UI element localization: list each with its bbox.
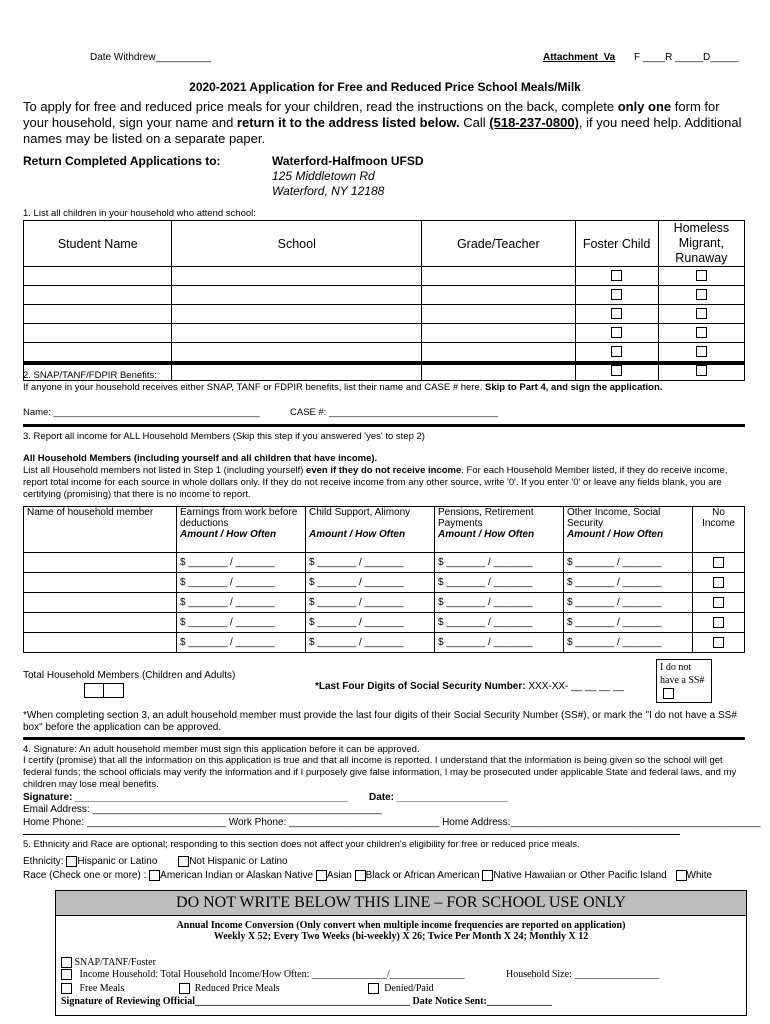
earnings-input[interactable]: $ _______ / _______	[177, 633, 306, 653]
student-name-input[interactable]	[24, 324, 172, 343]
other-income-input[interactable]: $ _______ / _______	[564, 553, 693, 573]
race-american-indian-checkbox[interactable]	[149, 870, 160, 881]
foster-checkbox[interactable]	[611, 346, 622, 357]
table-row	[24, 593, 745, 613]
table-row	[24, 613, 745, 633]
table-row	[24, 286, 745, 305]
conversion-rates: Weekly X 52; Every Two Weeks (bi-weekly) X 26; Twice Per Month X 24; Monthly X 12	[213, 931, 589, 942]
homeless-checkbox[interactable]	[696, 270, 707, 281]
return-label: Return Completed Applications to:	[23, 154, 221, 168]
free-meals-checkbox[interactable]	[61, 983, 72, 994]
foster-checkbox[interactable]	[611, 270, 622, 281]
step4-title: 4. Signature: An adult household member must sign this application before it can be approved.	[23, 744, 420, 755]
school-input[interactable]	[172, 343, 422, 362]
no-income-checkbox[interactable]	[713, 557, 724, 568]
children-table	[23, 220, 745, 381]
student-name-input[interactable]	[24, 305, 172, 324]
date-field[interactable]: Date: ____________________	[369, 792, 509, 803]
homeless-checkbox[interactable]	[696, 346, 707, 357]
other-income-input[interactable]: $ _______ / _______	[564, 613, 693, 633]
total-members-label: Total Household Members (Children and Adults)	[23, 670, 236, 681]
foster-checkbox[interactable]	[611, 308, 622, 319]
foster-checkbox[interactable]	[611, 327, 622, 338]
no-income-checkbox[interactable]	[713, 577, 724, 588]
pensions-input[interactable]: $ _______ / _______	[435, 593, 564, 613]
section-divider	[23, 737, 745, 740]
child-support-input[interactable]: $ _______ / _______	[306, 573, 435, 593]
ethnicity-row: Ethnicity: Hispanic or Latino Not Hispanic or Latino	[23, 856, 288, 868]
attachment-label: Attachment_Va	[543, 52, 616, 63]
date-withdrew-field[interactable]: Date Withdrew__________	[90, 52, 212, 63]
member-name-input[interactable]	[24, 553, 177, 573]
member-name-input[interactable]	[24, 593, 177, 613]
race-white-checkbox[interactable]	[676, 870, 687, 881]
col-grade-teacher: Grade/Teacher	[422, 221, 575, 267]
section-divider	[23, 362, 745, 365]
no-ssn-box: I do not have a SS#	[656, 659, 712, 703]
ssn-footnote: *When completing section 3, an adult household member must provide the last four digits of their Social Security Number (SS#), or mark the "I do not have a SS# box" before the application can be approved.	[23, 710, 737, 733]
col-earnings: Earnings from work before deductions Amount / How Often	[177, 507, 306, 553]
reviewer-signature-field[interactable]: Signature of Reviewing Official___________________________________________ Date Notice Sent:_____________	[61, 996, 552, 1007]
section-divider	[23, 424, 745, 427]
school-input[interactable]	[172, 286, 422, 305]
other-income-input[interactable]: $ _______ / _______	[564, 593, 693, 613]
district-name: Waterford-Halfmoon UFSD	[272, 154, 424, 168]
col-school: School	[172, 221, 422, 267]
col-household-member: Name of household member	[24, 507, 177, 553]
child-support-input[interactable]: $ _______ / _______	[306, 593, 435, 613]
col-no-income: No Income	[693, 507, 745, 553]
member-name-input[interactable]	[24, 613, 177, 633]
school-input[interactable]	[172, 305, 422, 324]
earnings-input[interactable]: $ _______ / _______	[177, 593, 306, 613]
no-ssn-checkbox[interactable]	[663, 688, 674, 699]
student-name-input[interactable]	[24, 343, 172, 362]
snap-checkbox[interactable]	[61, 957, 72, 968]
earnings-input[interactable]: $ _______ / _______	[177, 573, 306, 593]
pensions-input[interactable]: $ _______ / _______	[435, 553, 564, 573]
race-asian-checkbox[interactable]	[316, 870, 327, 881]
table-row	[24, 305, 745, 324]
step3-instructions: List all Household members not listed in Step 1 (including yourself) even if they do not receive income. For each Household Member listed, if they do receive income, report total income for each source in whole dollars only. If they do not receive income from any other source, write '0'. If you enter '0' or leave any fields blank, you are certifying (promising) that there is no income to report.	[23, 465, 728, 500]
email-field[interactable]: Email Address: ____________________________________________________	[23, 804, 382, 815]
step1-label: 1. List all children in your household who attend school:	[23, 208, 256, 219]
grade-input[interactable]	[422, 286, 575, 305]
member-name-input[interactable]	[24, 573, 177, 593]
no-income-checkbox[interactable]	[713, 597, 724, 608]
homeless-checkbox[interactable]	[696, 308, 707, 319]
pensions-input[interactable]: $ _______ / _______	[435, 633, 564, 653]
ssn-row: *Last Four Digits of Social Security Number: XXX-XX- __ __ __ __	[315, 681, 624, 692]
income-household-checkbox[interactable]	[61, 969, 72, 980]
grade-input[interactable]	[422, 324, 575, 343]
pensions-input[interactable]: $ _______ / _______	[435, 613, 564, 633]
conversion-heading: Annual Income Conversion (Only convert when multiple income frequencies are reported on application)	[176, 920, 626, 931]
table-row	[24, 267, 745, 286]
student-name-input[interactable]	[24, 267, 172, 286]
hispanic-checkbox[interactable]	[66, 856, 77, 867]
earnings-input[interactable]: $ _______ / _______	[177, 613, 306, 633]
race-pacific-checkbox[interactable]	[482, 870, 493, 881]
snap-name-field[interactable]: Name: _______________________________________	[23, 407, 260, 418]
school-input[interactable]	[172, 267, 422, 286]
determination-row: Free Meals Reduced Price Meals Denied/Paid	[61, 983, 434, 994]
member-name-input[interactable]	[24, 633, 177, 653]
table-row	[24, 553, 745, 573]
child-support-input[interactable]: $ _______ / _______	[306, 613, 435, 633]
grade-input[interactable]	[422, 343, 575, 362]
total-members-input[interactable]	[84, 683, 124, 698]
table-row	[24, 633, 745, 653]
grade-input[interactable]	[422, 267, 575, 286]
col-student-name: Student Name	[24, 221, 172, 267]
snap-row: SNAP/TANF/Foster	[61, 957, 156, 968]
income-household-row: Income Household: Total Household Income/How Often: _______________/_______________	[61, 969, 465, 980]
col-foster-child: Foster Child	[575, 221, 658, 267]
reduced-meals-checkbox[interactable]	[179, 983, 190, 994]
district-city: Waterford, NY 12188	[272, 184, 385, 198]
homeless-checkbox[interactable]	[696, 327, 707, 338]
child-support-input[interactable]: $ _______ / _______	[306, 553, 435, 573]
district-street: 125 Middletown Rd	[272, 169, 375, 183]
other-income-input[interactable]: $ _______ / _______	[564, 573, 693, 593]
help-phone: (518-237-0800)	[489, 115, 579, 130]
col-pensions: Pensions, Retirement Payments Amount / How Often	[435, 507, 564, 553]
col-other-income: Other Income, Social Security Amount / How Often	[564, 507, 693, 553]
other-income-input[interactable]: $ _______ / _______	[564, 633, 693, 653]
step5-title: 5. Ethnicity and Race are optional; responding to this section does not affect your children's eligibility for free or reduced price meals.	[23, 839, 580, 850]
col-homeless: Homeless Migrant, Runaway	[658, 221, 744, 267]
race-black-checkbox[interactable]	[355, 870, 366, 881]
step2-title: 2. SNAP/TANF/FDPIR Benefits:	[23, 370, 157, 381]
grade-input[interactable]	[422, 305, 575, 324]
intro-paragraph: To apply for free and reduced price meals for your children, read the instructions on the back, complete only one form for your household, sign your name and return it to the address listed below. Call (518-237-0800), if you need help. Additional names may be listed on a separate paper.	[23, 99, 742, 146]
table-row	[24, 573, 745, 593]
section-divider	[23, 834, 680, 835]
child-support-input[interactable]: $ _______ / _______	[306, 633, 435, 653]
pensions-input[interactable]: $ _______ / _______	[435, 573, 564, 593]
foster-checkbox[interactable]	[611, 365, 622, 376]
certification-text: I certify (promise) that all the information on this application is true and that all income is reported. I understand that the information is being given so the school will get federal funds; the school officials may verify the information and if I purposely give false information, I may be prosecuted under applicable State and federal laws, and my children may lose meal benefits.	[23, 755, 737, 790]
no-income-checkbox[interactable]	[713, 617, 724, 628]
step3-title: 3. Report all income for ALL Household Members (Skip this step if you answered 'yes' to step 2)	[23, 431, 425, 442]
col-child-support: Child Support, Alimony Amount / How Often	[306, 507, 435, 553]
race-row: Race (Check one or more) : American Indian or Alaskan Native Asian Black or African American Native Hawaiian or Other Pacific Island White	[23, 870, 713, 882]
school-input[interactable]	[172, 324, 422, 343]
household-size-field[interactable]: Household Size: _________________	[506, 969, 660, 980]
ssn-input[interactable]: XXX-XX- __ __ __ __	[528, 681, 624, 692]
earnings-input[interactable]: $ _______ / _______	[177, 553, 306, 573]
phone-address-field[interactable]: Home Phone: _________________________ Work Phone: ___________________________ Home Address:_____________________________________________	[23, 817, 761, 828]
step2-text: If anyone in your household receives either SNAP, TANF or FDPIR benefits, list their name and CASE # here. Skip to Part 4, and sign the application.	[23, 382, 663, 393]
page-title: 2020-2021 Application for Free and Reduced Price School Meals/Milk	[189, 80, 581, 94]
table-row	[24, 343, 745, 362]
school-use-box	[55, 890, 747, 1016]
no-income-checkbox[interactable]	[713, 637, 724, 648]
foster-checkbox[interactable]	[611, 289, 622, 300]
homeless-checkbox[interactable]	[696, 365, 707, 376]
snap-case-field[interactable]: CASE #: ________________________________	[290, 407, 499, 418]
denied-checkbox[interactable]	[368, 983, 379, 994]
homeless-checkbox[interactable]	[696, 289, 707, 300]
income-table	[23, 506, 745, 653]
student-name-input[interactable]	[24, 286, 172, 305]
frd-field[interactable]: F ____R _____D_____	[634, 52, 738, 63]
table-row	[24, 324, 745, 343]
school-use-banner: DO NOT WRITE BELOW THIS LINE – FOR SCHOOL USE ONLY	[56, 891, 746, 916]
not-hispanic-checkbox[interactable]	[178, 856, 189, 867]
signature-field[interactable]: Signature: _________________________________________________	[23, 792, 348, 803]
step3-heading: All Household Members (including yourself and all children that have income).	[23, 453, 378, 464]
